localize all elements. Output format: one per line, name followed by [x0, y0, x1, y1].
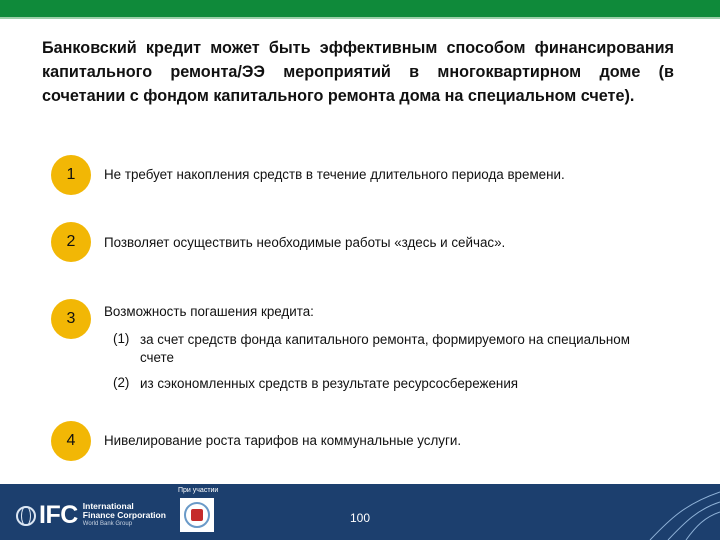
partner-label: При участии [178, 487, 219, 494]
ifc-subline: World Bank Group [82, 521, 133, 527]
number-badge: 2 [51, 222, 91, 262]
sub-item-number: (2) [113, 375, 130, 390]
ifc-logo-name [83, 502, 166, 529]
list-item-text: Нивелирование роста тарифов на коммунальные услуги. [104, 433, 462, 448]
ifc-logo [16, 501, 166, 530]
globe-icon [16, 506, 36, 526]
number-badge: 3 [51, 299, 91, 339]
emblem-icon [184, 502, 210, 528]
top-accent-line [0, 17, 720, 19]
footer-bar [0, 484, 720, 540]
ifc-logo-letters: IFC [39, 501, 78, 529]
sub-item-text: за счет средств фонда капитального ремонта, формируемого на специальном счете [140, 332, 630, 365]
list-item-text: Позволяет осуществить необходимые работы «здесь и сейчас». [104, 235, 506, 250]
sub-item-number: (1) [113, 331, 130, 346]
top-accent-bar [0, 0, 720, 17]
number-badge: 1 [51, 155, 91, 195]
number-badge: 4 [51, 421, 91, 461]
list-item-text: Возможность погашения кредита: [104, 304, 314, 319]
decorative-lines-icon [630, 484, 720, 540]
sub-item-text: из сэкономленных средств в результате ресурсосбережения [140, 376, 519, 391]
slide-heading: Банковский кредит может быть эффективным способом финансирования капитального ремонта/ЭЭ мероприятий в многоквартирном доме (в сочетании с фондом капитального ремонта дома на специальном счете). [42, 39, 674, 105]
page-number: 100 [350, 511, 371, 525]
ifc-name-line-2: Finance Corporation [82, 510, 166, 520]
ifc-name-line-1: International [82, 501, 134, 511]
partner-logo [180, 498, 214, 532]
list-item-text: Не требует накопления средств в течение длительного периода времени. [104, 167, 565, 182]
